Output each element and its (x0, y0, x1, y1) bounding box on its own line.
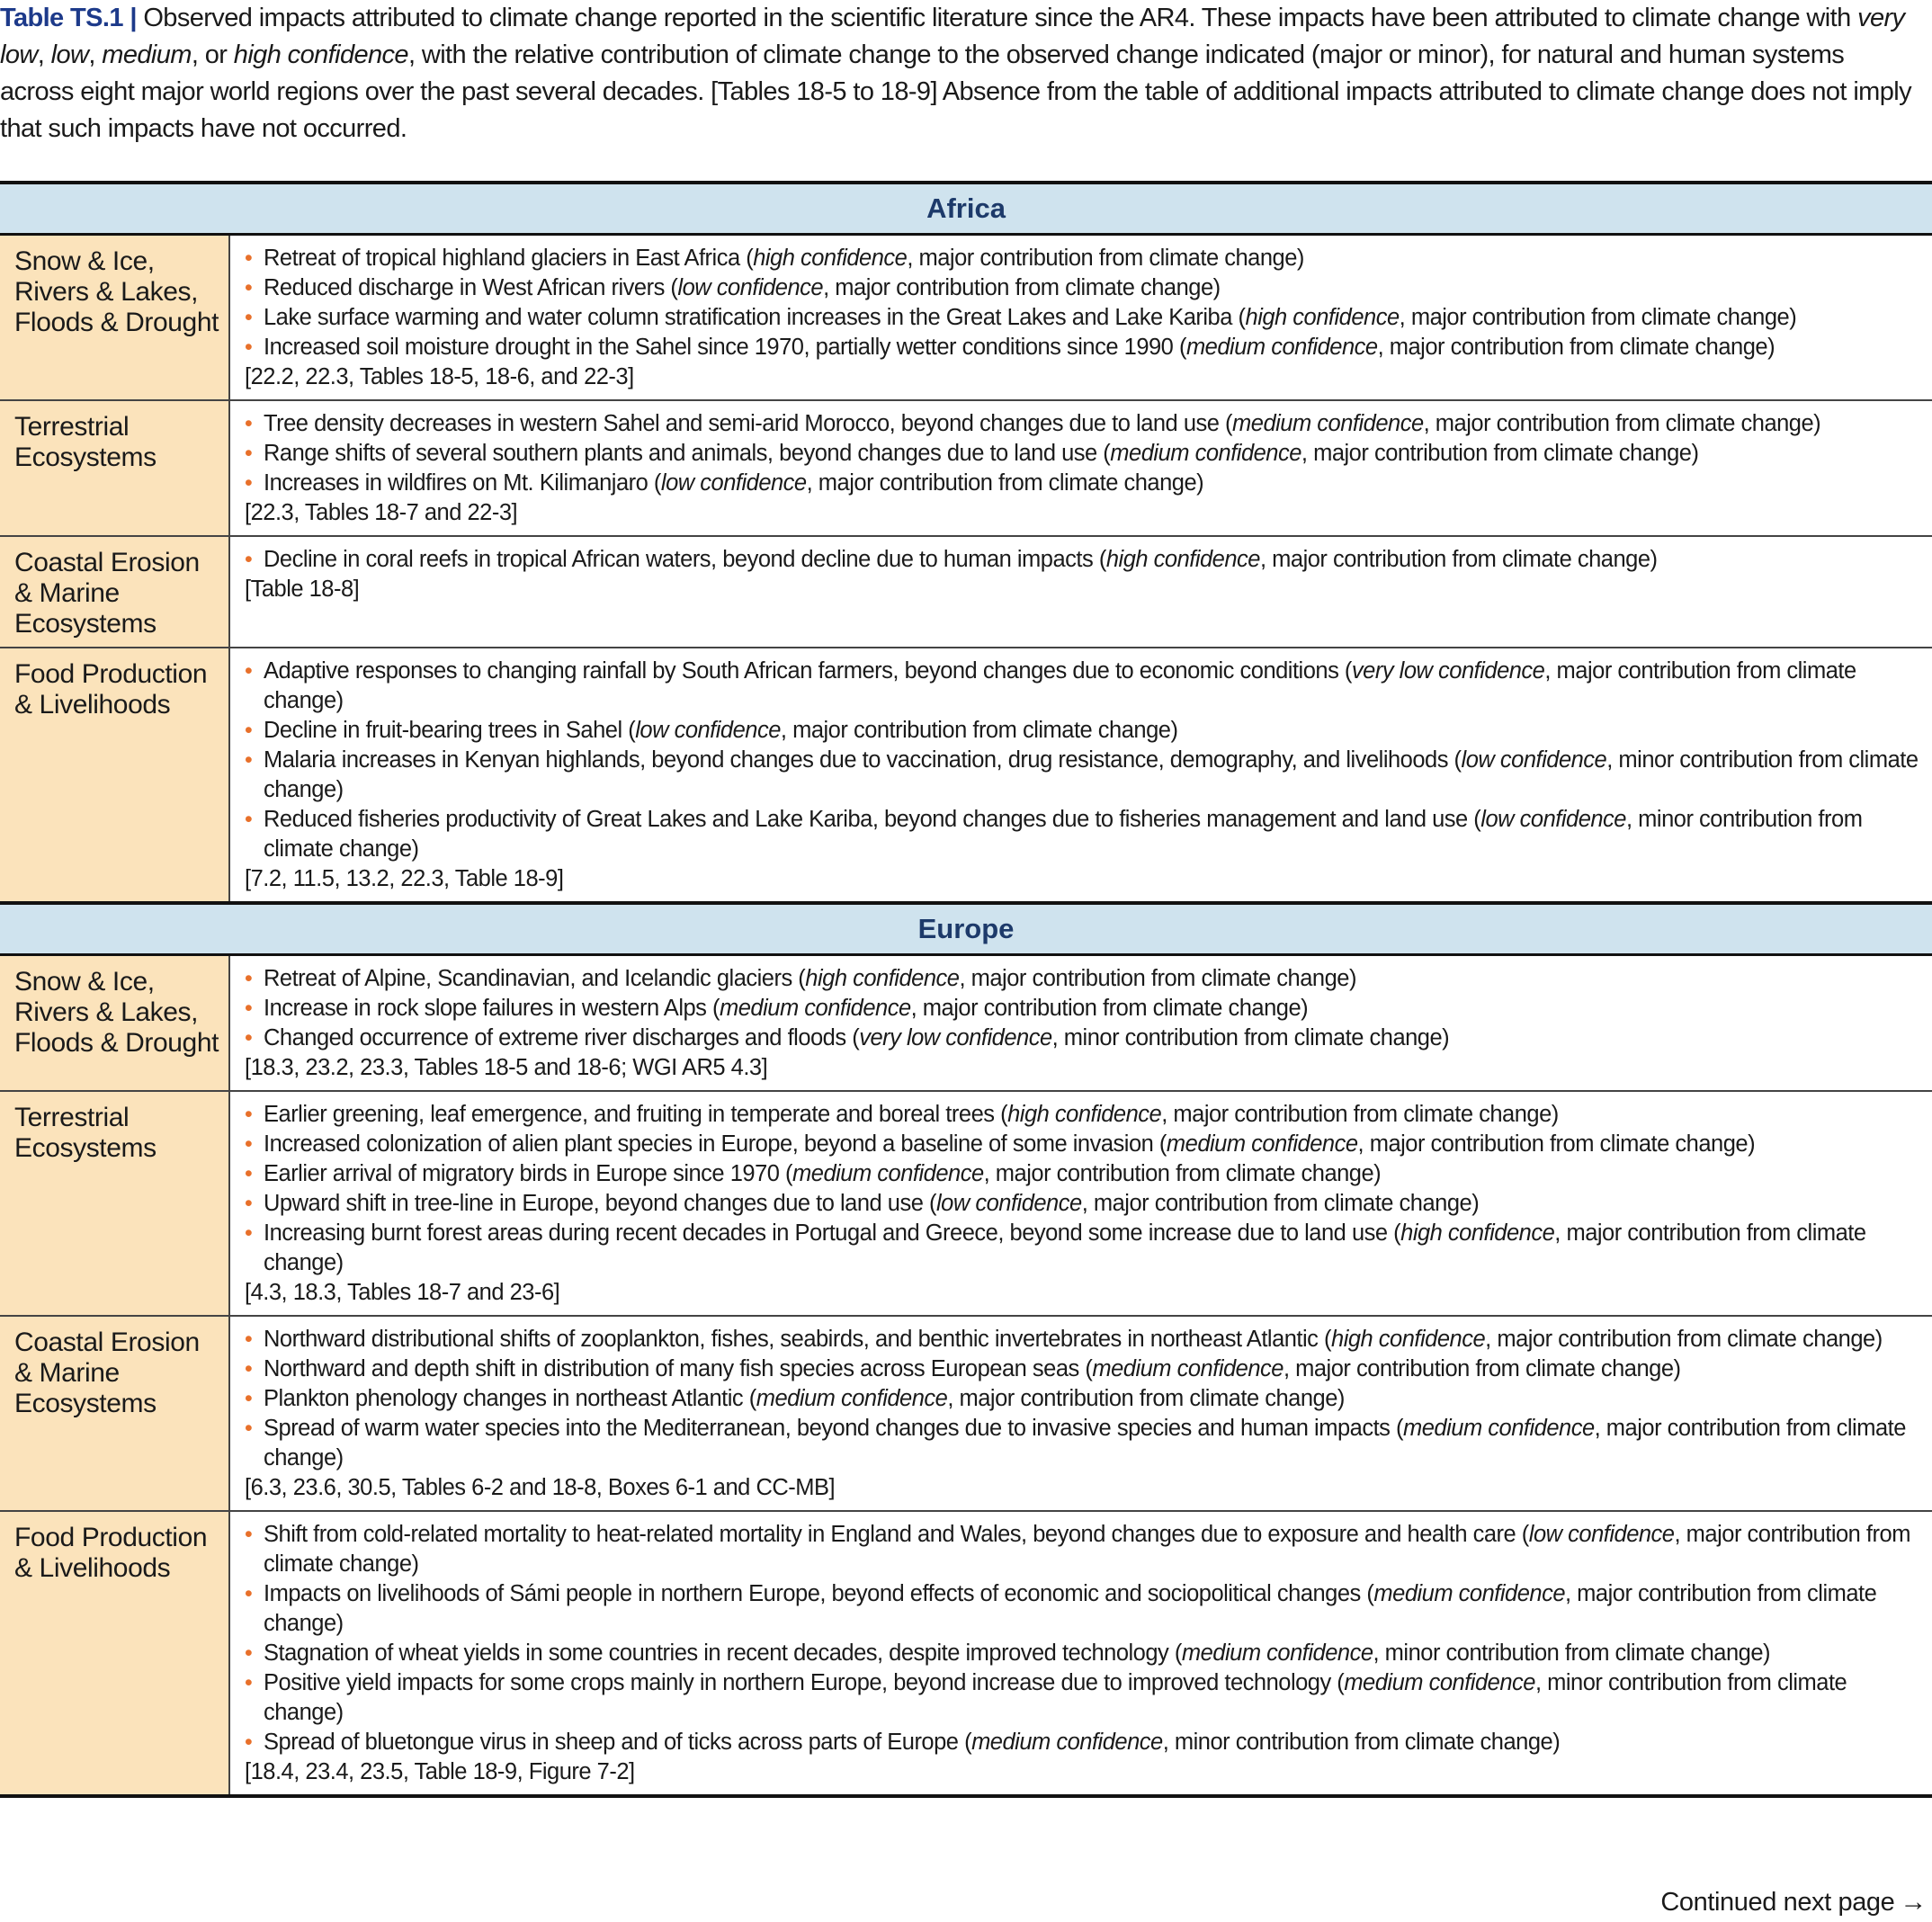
list-item (245, 1668, 1925, 1728)
impact-text: , major contribution from climate change) (264, 1416, 1906, 1471)
table-row (0, 1511, 1932, 1796)
continued-label: Continued next page (1660, 1888, 1895, 1917)
impact-text: Increased colonization of alien plant species in Europe, beyond a baseline of some invasion ( (264, 1131, 1167, 1157)
caption-italic-text: very low (0, 4, 1905, 69)
impact-text: , major contribution from climate change) (1161, 1102, 1559, 1127)
bullet-icon: • (245, 411, 253, 436)
bullet-icon: • (245, 275, 253, 300)
impact-text: Malaria increases in Kenyan highlands, beyond changes due to vaccination, drug resistance, demography, and livelihoods ( (264, 747, 1462, 773)
impact-text: , major contribution from climate change) (264, 1220, 1866, 1275)
category-cell: Terrestrial Ecosystems (0, 400, 229, 536)
impact-list (245, 1100, 1925, 1278)
impact-text: , major contribution from climate change) (264, 1581, 1877, 1636)
table-label: Table TS.1 (0, 4, 123, 32)
confidence-level: high confidence (1400, 1220, 1555, 1246)
list-item (245, 333, 1925, 362)
confidence-level: low confidence (635, 718, 781, 743)
impact-text: , minor contribution from climate change) (264, 1670, 1847, 1725)
bullet-icon: • (245, 246, 253, 271)
impacts-cell (229, 235, 1932, 401)
confidence-level: medium confidence (1185, 335, 1378, 360)
bullet-icon: • (245, 1025, 253, 1050)
confidence-level: high confidence (753, 246, 908, 271)
confidence-level: medium confidence (971, 1730, 1163, 1755)
bullet-icon: • (245, 1191, 253, 1216)
confidence-level: medium confidence (756, 1386, 948, 1411)
bullet-icon: • (245, 747, 253, 773)
caption-text (0, 4, 1911, 143)
list-item (245, 746, 1925, 805)
list-item (245, 1520, 1925, 1579)
list-item (245, 1100, 1925, 1130)
impact-list (245, 964, 1925, 1053)
category-cell: Coastal Erosion & Marine Ecosystems (0, 536, 229, 648)
list-item (245, 303, 1925, 333)
impact-text: Shift from cold-related mortality to heat-related mortality in England and Wales, beyond changes due to exposure and health care ( (264, 1522, 1529, 1547)
list-item (245, 964, 1925, 994)
bullet-icon: • (245, 547, 253, 572)
impact-text: Upward shift in tree-line in Europe, beyond changes due to land use ( (264, 1191, 936, 1216)
list-item (245, 1189, 1925, 1219)
bullet-icon: • (245, 966, 253, 991)
bullet-icon: • (245, 1730, 253, 1755)
list-item (245, 1219, 1925, 1278)
impact-text: Lake surface warming and water column stratification increases in the Great Lakes and Lake Kariba ( (264, 305, 1246, 330)
bullet-icon: • (245, 1161, 253, 1186)
bullet-icon: • (245, 807, 253, 832)
impacts-cell (229, 536, 1932, 648)
impact-text: , major contribution from climate change) (264, 1522, 1910, 1577)
table-row (0, 1316, 1932, 1511)
impact-text: Tree density decreases in western Sahel and semi-arid Morocco, beyond changes due to land use ( (264, 411, 1233, 436)
confidence-level: high confidence (1007, 1102, 1162, 1127)
impact-text: , major contribution from climate change) (959, 966, 1356, 991)
impact-text: , major contribution from climate change) (983, 1161, 1382, 1186)
bullet-icon: • (245, 1102, 253, 1127)
list-item (245, 244, 1925, 273)
impact-text: , major contribution from climate change) (1399, 305, 1797, 330)
impact-text: , major contribution from climate change) (1081, 1191, 1480, 1216)
caption-text-segment: , with the relative contribution of climate change to the observed change indicated (major or minor), for natural and human systems across eight major world regions over the past several decades. [Tables 18-5 to 18-9] Absence from the table of additional impacts attributed to climate change does not imply that such impacts have not occurred. (0, 40, 1911, 143)
impact-text: , major contribution from climate change) (806, 470, 1204, 496)
bullet-icon: • (245, 1670, 253, 1695)
confidence-level: very low confidence (859, 1025, 1052, 1050)
confidence-level: medium confidence (720, 996, 911, 1021)
impact-list (245, 1520, 1925, 1757)
confidence-level: low confidence (1528, 1522, 1675, 1547)
impact-text: Range shifts of several southern plants and animals, beyond changes due to land use ( (264, 441, 1111, 466)
list-item (245, 273, 1925, 303)
impact-text: Positive yield impacts for some crops mainly in northern Europe, beyond increase due to improved technology ( (264, 1670, 1345, 1695)
impact-text: , major contribution from climate change) (1301, 441, 1699, 466)
impact-text: , major contribution from climate change) (823, 275, 1221, 300)
bullet-icon: • (245, 996, 253, 1021)
impact-text: Earlier greening, leaf emergence, and fruiting in temperate and boreal trees ( (264, 1102, 1008, 1127)
list-item (245, 1639, 1925, 1668)
impact-list (245, 545, 1925, 575)
impact-text: Earlier arrival of migratory birds in Europe since 1970 ( (264, 1161, 793, 1186)
confidence-level: medium confidence (792, 1161, 984, 1186)
region-header-row (0, 183, 1932, 235)
caption-italic-text: low (50, 40, 89, 69)
caption-text-segment: , (37, 40, 51, 69)
list-item (245, 1159, 1925, 1189)
caption-italic-text: medium (102, 40, 192, 69)
bullet-icon: • (245, 470, 253, 496)
impacts-cell (229, 955, 1932, 1092)
continued-next-page (1660, 1887, 1927, 1918)
list-item (245, 1354, 1925, 1384)
impact-list (245, 1325, 1925, 1473)
reference-citation: [Table 18-8] (245, 577, 360, 602)
confidence-level: high confidence (1245, 305, 1400, 330)
impact-text: , minor contribution from climate change) (1051, 1025, 1450, 1050)
reference-citation: [6.3, 23.6, 30.5, Tables 6-2 and 18-8, Boxes 6-1 and CC-MB] (245, 1475, 836, 1500)
impact-text: Northward and depth shift in distribution of many fish species across European seas ( (264, 1356, 1093, 1381)
bullet-icon: • (245, 1356, 253, 1381)
reference-citation: [7.2, 11.5, 13.2, 22.3, Table 18-9] (245, 866, 564, 891)
table-row (0, 1091, 1932, 1316)
impacts-cell (229, 1316, 1932, 1511)
impact-list (245, 244, 1925, 362)
impact-text: , major contribution from climate change) (1377, 335, 1775, 360)
list-item (245, 439, 1925, 469)
bullet-icon: • (245, 1416, 253, 1441)
confidence-level: medium confidence (1232, 411, 1424, 436)
bullet-icon: • (245, 1131, 253, 1157)
caption-text-segment: Observed impacts attributed to climate change reported in the scientific literature since the AR4. These impacts have been attributed to climate change with (143, 4, 1858, 32)
impact-text: , major contribution from climate change) (947, 1386, 1345, 1411)
impact-text: , major contribution from climate change) (910, 996, 1309, 1021)
category-cell: Snow & Ice, Rivers & Lakes, Floods & Drought (0, 955, 229, 1092)
impact-text: Decline in fruit-bearing trees in Sahel ( (264, 718, 636, 743)
confidence-level: low confidence (1480, 807, 1626, 832)
list-item (245, 1579, 1925, 1639)
list-item (245, 545, 1925, 575)
impact-text: , major contribution from climate change) (1357, 1131, 1756, 1157)
impacts-cell (229, 400, 1932, 536)
table-row (0, 955, 1932, 1092)
reference-citation: [18.3, 23.2, 23.3, Tables 18-5 and 18-6; WGI AR5 4.3] (245, 1055, 768, 1080)
list-item (245, 1130, 1925, 1159)
impact-text: , major contribution from climate change) (1259, 547, 1658, 572)
impact-text: Retreat of Alpine, Scandinavian, and Icelandic glaciers ( (264, 966, 806, 991)
reference-citation: [4.3, 18.3, Tables 18-7 and 23-6] (245, 1280, 560, 1305)
list-item (245, 1384, 1925, 1414)
confidence-level: low confidence (935, 1191, 1082, 1216)
impacts-cell (229, 1091, 1932, 1316)
region-header-row (0, 903, 1932, 955)
impact-text: Plankton phenology changes in northeast Atlantic ( (264, 1386, 756, 1411)
table-row (0, 648, 1932, 903)
confidence-level: medium confidence (1181, 1640, 1373, 1666)
reference-citation: [22.3, Tables 18-7 and 22-3] (245, 500, 518, 525)
bullet-icon: • (245, 1386, 253, 1411)
category-cell: Terrestrial Ecosystems (0, 1091, 229, 1316)
confidence-level: medium confidence (1110, 441, 1301, 466)
impact-text: Retreat of tropical highland glaciers in East Africa ( (264, 246, 754, 271)
impact-text: Increasing burnt forest areas during recent decades in Portugal and Greece, beyond some increase due to land use ( (264, 1220, 1401, 1246)
list-item (245, 1728, 1925, 1757)
list-item (245, 409, 1925, 439)
confidence-level: medium confidence (1344, 1670, 1535, 1695)
impact-text: Increase in rock slope failures in western Alps ( (264, 996, 720, 1021)
arrow-right-icon: → (1900, 1887, 1927, 1917)
impact-text: , major contribution from climate change) (1485, 1327, 1883, 1352)
confidence-level: low confidence (1461, 747, 1607, 773)
caption-separator: | (122, 4, 144, 32)
confidence-level: low confidence (677, 275, 824, 300)
impact-text: , major contribution from climate change) (264, 658, 1856, 713)
impact-text: Increases in wildfires on Mt. Kilimanjaro ( (264, 470, 661, 496)
list-item (245, 1024, 1925, 1053)
caption-italic-text: high confidence (233, 40, 408, 69)
confidence-level: very low confidence (1351, 658, 1545, 684)
list-item (245, 805, 1925, 864)
impact-text: Increased soil moisture drought in the Sahel since 1970, partially wetter conditions since 1990 ( (264, 335, 1186, 360)
table-row (0, 400, 1932, 536)
impact-text: Adaptive responses to changing rainfall by South African farmers, beyond changes due to economic conditions ( (264, 658, 1352, 684)
list-item (245, 1325, 1925, 1354)
impact-text: , minor contribution from climate change) (1162, 1730, 1561, 1755)
list-item (245, 1414, 1925, 1473)
bullet-icon: • (245, 1581, 253, 1606)
confidence-level: high confidence (1331, 1327, 1486, 1352)
list-item (245, 657, 1925, 716)
impact-list (245, 409, 1925, 498)
impact-text: , minor contribution from climate change) (264, 747, 1919, 802)
impact-text: Spread of bluetongue virus in sheep and of ticks across parts of Europe ( (264, 1730, 972, 1755)
confidence-level: high confidence (805, 966, 960, 991)
impact-text: Reduced discharge in West African rivers ( (264, 275, 678, 300)
caption-text-segment: , (88, 40, 103, 69)
caption-text-segment: , or (191, 40, 234, 69)
list-item (245, 469, 1925, 498)
confidence-level: medium confidence (1373, 1581, 1566, 1606)
region-header: Europe (0, 903, 1932, 955)
confidence-level: medium confidence (1403, 1416, 1595, 1441)
reference-citation: [18.4, 23.4, 23.5, Table 18-9, Figure 7-2] (245, 1759, 635, 1784)
reference-citation: [22.2, 22.3, Tables 18-5, 18-6, and 22-3] (245, 364, 634, 389)
impact-text: Reduced fisheries productivity of Great Lakes and Lake Kariba, beyond changes due to fisheries management and land use ( (264, 807, 1481, 832)
bullet-icon: • (245, 305, 253, 330)
impact-text: , major contribution from climate change) (780, 718, 1178, 743)
impact-list (245, 657, 1925, 864)
impact-text: Changed occurrence of extreme river discharges and floods ( (264, 1025, 860, 1050)
table-caption (0, 0, 1921, 148)
table-row (0, 235, 1932, 401)
bullet-icon: • (245, 1522, 253, 1547)
category-cell: Food Production & Livelihoods (0, 648, 229, 903)
bullet-icon: • (245, 335, 253, 360)
bullet-icon: • (245, 1220, 253, 1246)
bullet-icon: • (245, 718, 253, 743)
impact-text: Northward distributional shifts of zooplankton, fishes, seabirds, and benthic invertebrates in northeast Atlantic ( (264, 1327, 1332, 1352)
impact-text: Impacts on livelihoods of Sámi people in northern Europe, beyond effects of economic and sociopolitical changes ( (264, 1581, 1374, 1606)
impact-text: Stagnation of wheat yields in some countries in recent decades, despite improved technology ( (264, 1640, 1182, 1666)
list-item (245, 994, 1925, 1024)
confidence-level: medium confidence (1166, 1131, 1358, 1157)
impact-text: Decline in coral reefs in tropical African waters, beyond decline due to human impacts ( (264, 547, 1106, 572)
confidence-level: high confidence (1105, 547, 1260, 572)
impacts-table (0, 181, 1932, 1798)
impacts-table-body (0, 183, 1932, 1796)
region-header: Africa (0, 183, 1932, 235)
category-cell: Snow & Ice, Rivers & Lakes, Floods & Drought (0, 235, 229, 401)
impacts-cell (229, 1511, 1932, 1796)
confidence-level: low confidence (660, 470, 807, 496)
list-item (245, 716, 1925, 746)
impact-text: , major contribution from climate change) (1283, 1356, 1681, 1381)
category-cell: Food Production & Livelihoods (0, 1511, 229, 1796)
bullet-icon: • (245, 441, 253, 466)
impacts-cell (229, 648, 1932, 903)
bullet-icon: • (245, 1640, 253, 1666)
impact-text: , minor contribution from climate change) (1373, 1640, 1771, 1666)
table-row (0, 536, 1932, 648)
impact-text: , major contribution from climate change) (1423, 411, 1821, 436)
impact-text: Spread of warm water species into the Mediterranean, beyond changes due to invasive species and human impacts ( (264, 1416, 1403, 1441)
impact-text: , minor contribution from climate change) (264, 807, 1863, 862)
category-cell: Coastal Erosion & Marine Ecosystems (0, 1316, 229, 1511)
bullet-icon: • (245, 658, 253, 684)
impact-text: , major contribution from climate change) (907, 246, 1304, 271)
bullet-icon: • (245, 1327, 253, 1352)
confidence-level: medium confidence (1092, 1356, 1284, 1381)
